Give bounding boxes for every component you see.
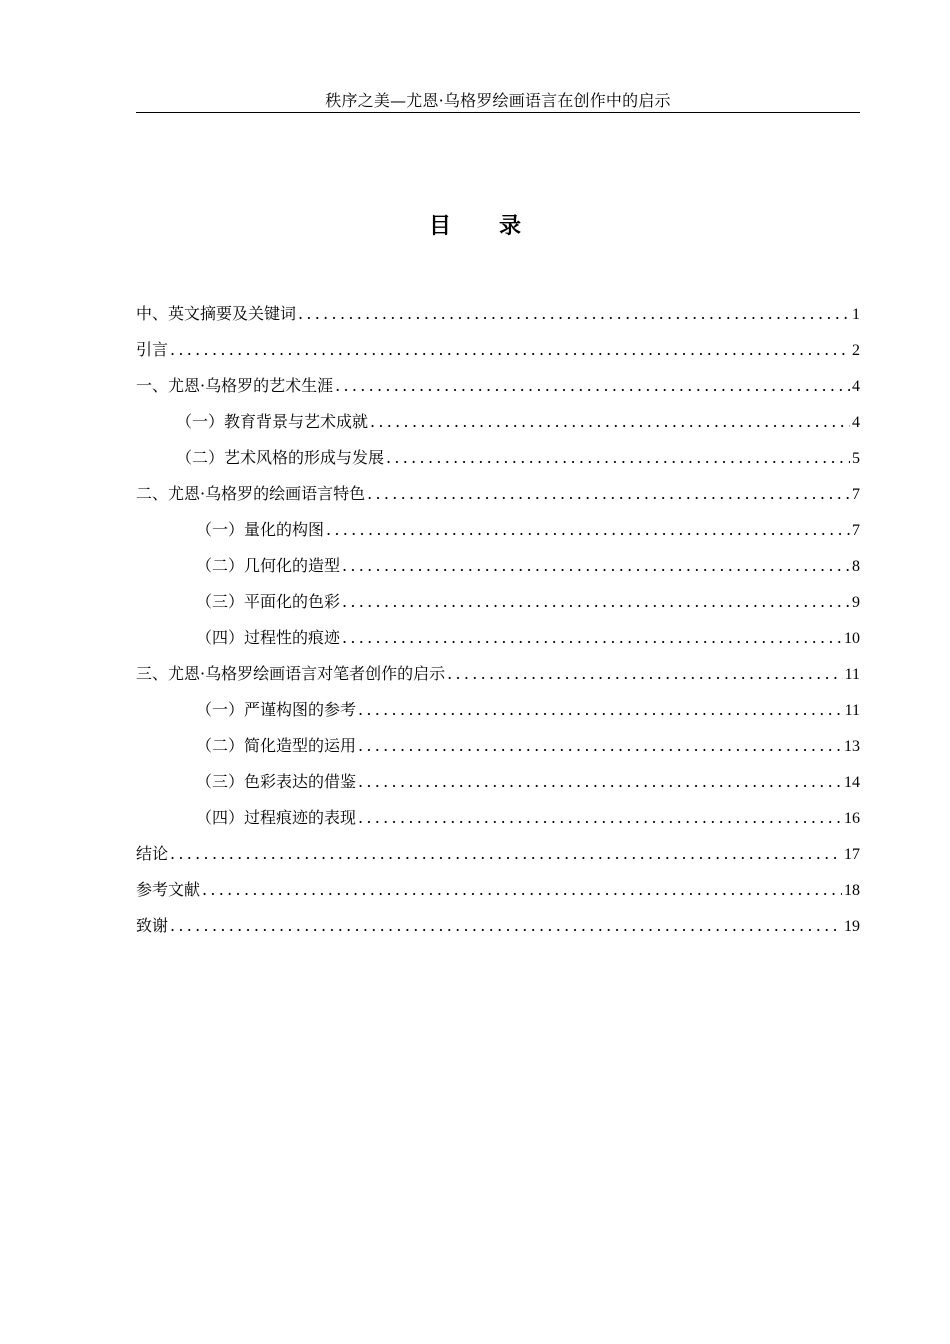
toc-entry-section-2-4[interactable]	[136, 620, 860, 656]
toc-entry-label: 致谢	[136, 916, 169, 935]
toc-entry-label: （二）几何化的造型	[196, 556, 341, 575]
toc-title	[0, 208, 950, 244]
toc-entry-label: 结论	[136, 844, 169, 863]
toc-entry-label: 一、尤恩·乌格罗的艺术生涯	[136, 376, 334, 395]
toc-entry-page: 14	[844, 774, 860, 791]
dot-leader	[170, 332, 850, 368]
toc-entry-label: （一）量化的构图	[196, 520, 325, 539]
toc-entry-conclusion[interactable]	[136, 836, 860, 872]
toc-entry-chapter-3[interactable]	[136, 656, 860, 692]
toc-entry-page: 4	[852, 414, 860, 431]
toc-title-char-2: 录	[499, 213, 522, 239]
toc-entry-label: 引言	[136, 340, 169, 359]
toc-entry-section-1-2[interactable]	[136, 440, 860, 476]
dot-leader	[358, 764, 842, 800]
dot-leader	[170, 908, 842, 944]
toc-title-char-1: 目	[428, 213, 451, 239]
toc-entry-label: （二）艺术风格的形成与发展	[176, 448, 385, 467]
toc-entry-chapter-1[interactable]	[136, 368, 860, 404]
toc-entry-section-3-3[interactable]	[136, 764, 860, 800]
toc-entry-label: 三、尤恩·乌格罗绘画语言对笔者创作的启示	[136, 664, 446, 683]
toc-entry-introduction[interactable]	[136, 332, 860, 368]
toc-entry-label: 二、尤恩·乌格罗的绘画语言特色	[136, 484, 366, 503]
header-title: 秩序之美—尤恩·乌格罗绘画语言在创作中的启示	[325, 91, 671, 110]
toc-entry-page: 13	[844, 738, 860, 755]
toc-entry-page: 17	[844, 846, 860, 863]
toc-entry-chapter-2[interactable]	[136, 476, 860, 512]
dot-leader	[370, 404, 850, 440]
toc-entry-page: 1	[852, 306, 860, 323]
toc-entry-label: （四）过程性的痕迹	[196, 628, 341, 647]
toc-entry-label: 参考文献	[136, 880, 201, 899]
toc-entry-section-2-2[interactable]	[136, 548, 860, 584]
dot-leader	[386, 440, 850, 476]
toc-entry-page: 19	[844, 918, 860, 935]
dot-leader	[358, 692, 843, 728]
dot-leader	[342, 548, 850, 584]
dot-leader	[358, 728, 842, 764]
page-header	[136, 90, 860, 113]
toc-entry-section-2-3[interactable]	[136, 584, 860, 620]
toc-entry-label: （四）过程痕迹的表现	[196, 808, 357, 827]
toc-entry-page: 5	[852, 450, 860, 467]
toc-entry-page: 7	[852, 486, 860, 503]
dot-leader	[298, 296, 850, 332]
toc-entry-page: 2	[852, 342, 860, 359]
toc-entry-abstract[interactable]	[136, 296, 860, 332]
toc-entry-label: （一）严谨构图的参考	[196, 700, 357, 719]
toc-entry-page: 16	[844, 810, 860, 827]
toc-entry-references[interactable]	[136, 872, 860, 908]
toc-entry-label: （一）教育背景与艺术成就	[176, 412, 369, 431]
toc-entry-section-3-4[interactable]	[136, 800, 860, 836]
toc-entry-page: 7	[852, 522, 860, 539]
dot-leader	[202, 872, 842, 908]
dot-leader	[447, 656, 843, 692]
toc-entry-section-1-1[interactable]	[136, 404, 860, 440]
toc-entry-section-3-2[interactable]	[136, 728, 860, 764]
toc-entry-label: （三）色彩表达的借鉴	[196, 772, 357, 791]
toc-entry-page: 11	[844, 702, 860, 719]
dot-leader	[358, 800, 842, 836]
toc-entry-section-2-1[interactable]	[136, 512, 860, 548]
toc-entry-page: 10	[844, 630, 860, 647]
dot-leader	[335, 368, 850, 404]
dot-leader	[326, 512, 850, 548]
dot-leader	[342, 620, 842, 656]
toc-entry-section-3-1[interactable]	[136, 692, 860, 728]
toc-entry-label: （三）平面化的色彩	[196, 592, 341, 611]
toc-entry-page: 8	[852, 558, 860, 575]
toc-entry-label: （二）简化造型的运用	[196, 736, 357, 755]
toc-entry-acknowledgements[interactable]	[136, 908, 860, 944]
dot-leader	[367, 476, 850, 512]
dot-leader	[342, 584, 850, 620]
toc-entry-page: 9	[852, 594, 860, 611]
dot-leader	[170, 836, 842, 872]
toc-entry-page: 4	[852, 378, 860, 395]
toc-entry-label: 中、英文摘要及关键词	[136, 304, 297, 323]
toc-entry-page: 18	[844, 882, 860, 899]
toc-entry-page: 11	[844, 666, 860, 683]
table-of-contents	[136, 296, 860, 944]
